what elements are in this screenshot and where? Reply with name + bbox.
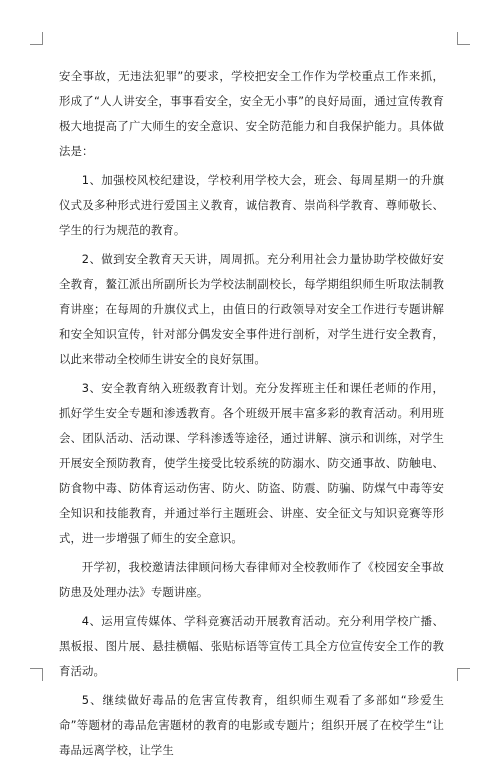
crop-mark-top-right <box>457 32 470 45</box>
paragraph-item-5: 5、继续做好毒品的危害宣传教育，组织师生观看了多部如“珍爱生命”等题材的毒品危害题材的教育的电影或专题片；组织开展了在校学生“让毒品远离学校，让学生 <box>59 693 444 757</box>
paragraph-lecture-note: 开学初，我校邀请法律顾问杨大春律师对全校教师作了《校园安全事故防患及处理办法》专题讲座。 <box>59 560 444 599</box>
paragraph-item-1: 1、加强校风校纪建设，学校利用学校大会，班会、每周星期一的升旗仪式及多种形式进行爱国主义教育，诚信教育、崇尚科学教育、尊师敬长、学生的行为规范的教育。 <box>59 173 444 237</box>
paragraph-item-4: 4、运用宣传媒体、学科竞赛活动开展教育活动。充分利用学校广播、黑板报、图片展、悬挂横幅、张贴标语等宣传工具全方位宣传安全工作的教育活动。 <box>59 614 444 678</box>
crop-mark-bottom-right <box>457 668 470 681</box>
paragraph-item-3: 3、安全教育纳入班级教育计划。充分发挥班主任和课任老师的作用，抓好学生安全专题和渗透教育。各个班级开展丰富多彩的教育活动。利用班会、团队活动、活动课、学科渗透等途径，通过讲解、演示和训练，对学生开展安全预防教育，使学生接受比较系统的防溺水、防交通事故、防触电、防食物中毒、防体育运动伤害、防火、防盗、防震、防骗、防煤气中毒等安全知识和技能教育，并通过举行主题班会、讲座、安全征文与知识竞赛等形式，进一步增强了师生的安全意识。 <box>59 381 444 545</box>
body-text <box>59 64 444 767</box>
paragraph-intro-continuation: 安全事故，无违法犯罪”的要求，学校把安全工作作为学校重点工作来抓，形成了“人人讲安全，事事看安全，安全无小事”的良好局面，通过宣传教育极大地提高了广大师生的安全意识、安全防范能力和自我保护能力。具体做法是： <box>59 69 444 158</box>
crop-mark-top-left <box>30 32 43 45</box>
paragraph-item-2: 2、做到安全教育天天讲，周周抓。充分利用社会力量协助学校做好安全教育，鳌江派出所副所长为学校法制副校长，每学期组织师生听取法制教育讲座；在每周的升旗仪式上，由值日的行政领导对安全工作进行专题讲解和安全知识宣传，针对部分偶发安全事件进行剖析，对学生进行安全教育，以此来带动全校师生讲安全的良好氛围。 <box>59 252 444 366</box>
crop-mark-bottom-left <box>30 668 43 681</box>
